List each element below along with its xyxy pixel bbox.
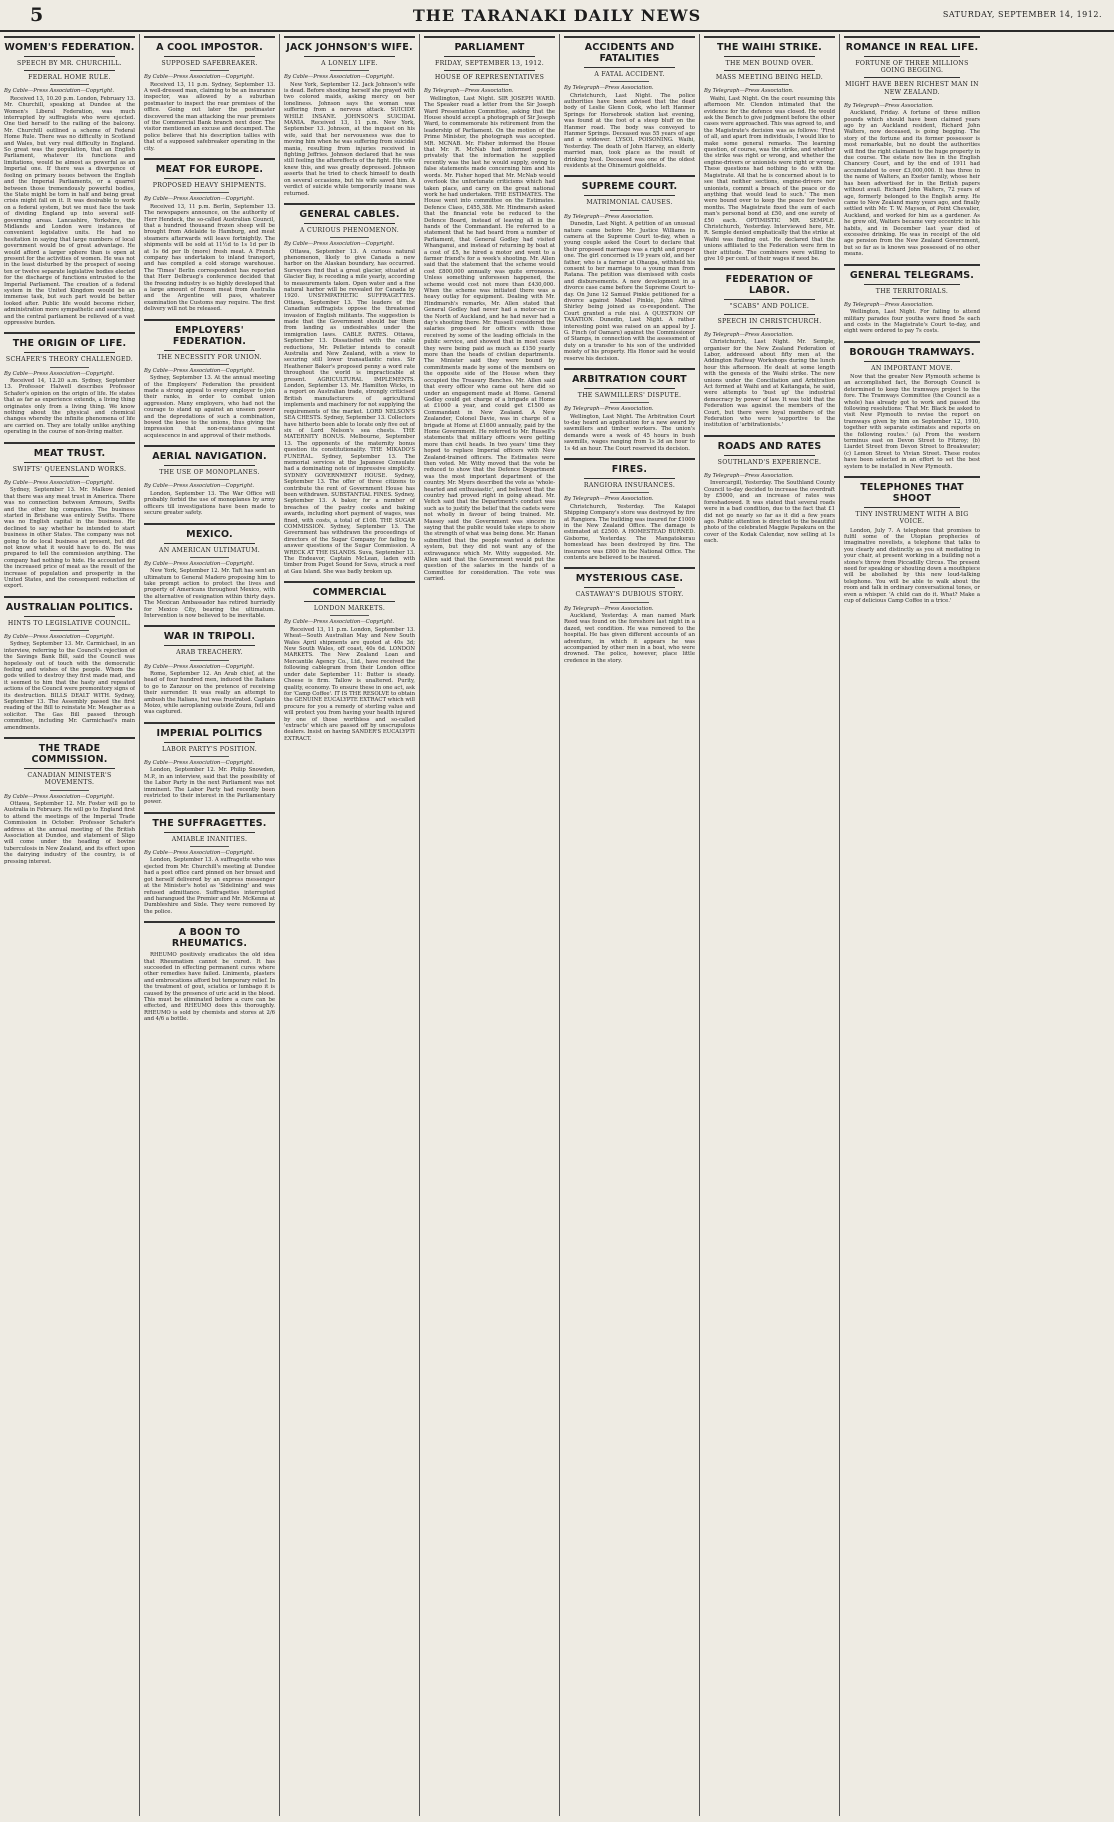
article-subheading: SOUTHLAND'S EXPERIENCE. [717,458,822,466]
article-subheading: AN IMPORTANT MOVE. [871,364,953,372]
article-byline: By Telegraph—Press Association. [704,331,794,338]
byline-rule [892,298,933,299]
headline-rule [24,352,116,353]
article [564,458,695,561]
byline-rule [190,756,229,757]
column-rule [279,34,280,1816]
article-divider [144,158,275,160]
article-byline: By Cable—Press Association—Copyright. [144,760,255,767]
byline-rule [610,210,649,211]
article [424,36,555,583]
article-body: New York, September 12. Jack Johnson's wife is dead. Before shooting herself she prayed with two colored maids, asking mercy on her loneliness. Johnson says the woman was suffering from a nervous attack. SUICIDE WHILE INSANE. JOHNSON'S SUICIDAL MANIA. Received 13, 11 p.m. New York, September 13. Johnson, at the inquest on his wife, said that her nervousness was due to moving him when he was suffering from suicidal mania, resulting from injuries received in fighting Jeffries. Johnson declared that he was still feeling the aftereffects of the fight. His wife knew this, and was greatly depressed. Johnson asserts that he tried to check himself to death on several occasions, but his wife saved him. A verdict of suicide while temporarily insane was returned. [284,81,415,197]
issue-date: SATURDAY, SEPTEMBER 14, 1912. [942,10,1102,19]
article-subheading: THE MEN BOUND OVER. [725,60,814,67]
article-body: Invercargill, Yesterday. The Southland County Council to-day decided to increase the overdraft by £5000, and an increase of rates was foreshadowed. It was stated that several roads were in a bad condition, due to the fact that £1 did not go nearly so far as it did a few years ago. Public attention is directed to the beautiful photo of the celebrated Maggie Papakura on the cover of the Kodak Calendar, now selling at 1s each. [704,480,835,545]
headline-rule [24,768,116,769]
article-byline: By Cable—Press Association—Copyright. [144,74,255,81]
headline-rule [724,314,816,315]
article-byline: By Telegraph—Press Association. [704,473,794,480]
article-body: Received 13, 11 p.m. Sydney, September 13. A well-dressed man, claiming to be an insurance inspector, was allowed by a suburban postmaster to inspect the rear premises of the office. Going out later the postmaster discovered the man attacking the rear premises of the Commercial Bank branch next door. The visitor mentioned an excuse and decamped. The police believe that his description tallies with that of a supposed safebreaker operating in the city. [144,81,275,152]
byline-rule [50,84,89,85]
column-4 [424,34,555,1816]
headline-rule [164,465,256,466]
column-rule [139,34,140,1816]
article-headline: FEDERATION OF LABOR. [725,274,814,297]
article-divider [424,36,555,38]
headline-rule [584,195,676,196]
column-rule [559,34,560,1816]
article [844,36,980,258]
article-byline: By Telegraph—Press Association. [564,213,654,220]
article-headline: MYSTERIOUS CASE. [575,573,684,585]
article-subheading: FEDERAL HOME RULE. [28,74,111,82]
article-byline: By Cable—Press Association—Copyright. [4,479,115,486]
headline-rule [864,284,959,285]
headline-rule [24,462,116,463]
headline-rule [164,543,256,544]
article-subheading: PROPOSED HEAVY SHIPMENTS. [152,182,267,190]
column-2 [144,34,275,1816]
byline-rule [190,660,229,661]
headline-rule [444,70,536,71]
headline-rule [864,507,959,508]
byline-rule [610,602,649,603]
article [144,158,275,313]
article-body: London, July 7. A telephone that promises to fulfil some of the Utopian prophecies of imaginative novelists, a telephone that talks to you clearly and distinctly as you sit mediating in your chair, at present working in a building not a stone's throw from Piccadilly Circus. The present need for speaking or shouting down a mouthpiece will be abolished by this new loud-talking telephone. You will be able to walk about the room and talk in ordinary conversational tones, or even a whisper. 'A child can do it. What? Make a cup of delicious Camp Coffee in a trice.' [844,527,980,604]
article-subheading: MIGHT HAVE BEEN RICHEST MAN IN NEW ZEALAND. [845,81,979,96]
article-body: London, September 12. Mr. Philip Snowden, M.P., in an interview, said that the possibility of the Labor Party in the next Parliament was not imminent. The Labor Party had recently been restricted to their interest in the Parliamentary power. [144,767,275,806]
article [844,476,980,604]
article-headline: FIRES. [611,464,648,476]
headline-rule [164,350,256,351]
article-headline: THE WAIHI STRIKE. [717,42,822,53]
article [144,36,275,152]
article-subheading: THE TERRITORIALS. [875,287,949,295]
byline-rule [190,364,229,365]
article-subheading: SPEECH IN CHRISTCHURCH. [717,317,822,325]
article-subheading: RANGIORA INSURANCES. [583,482,676,490]
byline-rule [610,81,649,82]
headline-rule [584,478,676,479]
article-divider [144,921,275,923]
article-subheading: A CURIOUS PHENOMENON. [299,226,400,234]
article-subheading: TINY INSTRUMENT WITH A BIG VOICE. [855,511,969,526]
article [4,332,135,435]
article-headline: THE TRADE COMMISSION. [31,743,108,766]
column-5 [564,34,695,1816]
article-headline: ROMANCE IN REAL LIFE. [845,42,979,53]
article [144,319,275,440]
byline-rule [190,192,229,193]
byline-rule [50,790,89,791]
article-body: Sydney, September 13. At the annual meeting of the Employers' Federation the president made a strong appeal to every employer to join their ranks, in order to combat union aggression. Many employers, who had not the courage to stand up against an unseen power and the depredations of such a combination, bowed the knee to the unions, thus giving the impression that non-resistance meant acquiescence in and approval of their methods. [144,375,275,439]
article-headline: SUPREME COURT. [581,181,678,193]
byline-rule [50,367,89,368]
article-divider [144,625,275,627]
headline-rule [724,299,816,300]
article-byline: By Telegraph—Press Association. [564,85,654,92]
article-byline: By Cable—Press Association—Copyright. [144,663,255,670]
article-body: Received 14, 12.20 a.m. Sydney, September 13. Professor Halwell describes Professor Schafer's opinion on the origin of life. He states that as far as experience extends, a living thing originates only from a living thing. We know nothing about the physical and chemical changes whereby the infinite phenomena of life are carried on. They are totally unlike anything operating in the course of non-living matter. [4,378,135,436]
headline-rule [304,223,396,224]
headline-rule [724,455,816,456]
article-subheading: A LONELY LIFE. [321,60,378,67]
article [4,596,135,731]
article-divider [704,268,835,270]
headline-rule [24,70,116,71]
article-subheading: FORTUNE OF THREE MILLIONS GOING BEGGING. [855,60,969,75]
article-divider [844,264,980,266]
article-headline: GENERAL TELEGRAMS. [849,269,975,281]
headline-rule [724,56,816,57]
article [144,722,275,806]
article [4,442,135,590]
article-byline: By Cable—Press Association—Copyright. [144,483,255,490]
article [704,36,835,262]
article-byline: By Cable—Press Association—Copyright. [144,560,255,567]
article [704,435,835,545]
article-byline: By Cable—Press Association—Copyright. [4,88,115,95]
column-6 [704,34,835,1816]
byline-rule [50,630,89,631]
headline-rule [24,56,116,57]
article-divider [844,341,980,343]
article-divider [564,175,695,177]
page-number: 5 [30,4,44,26]
article-subheading: AMIABLE INANITIES. [171,835,248,843]
article-body: Received 13, 11 p.m. London, September 13. Wheat—South Australian May and New South Wales April shipments are quoted at 40s 3d; New South Wales, off coast, 40s 6d. LONDON MARKETS. The New Zealand Loan and Mercantile Agency Co., Ltd., have received the following cablegram from their London office under date September 11: Butter is steady. Cheese is firm. Tallow is unaltered. Purity, quality, economy. To ensure these in one act, ask for 'Camp Coffee'. IT IS THE RESOLVE to obtain the GENUINE EUCALYPTE EXTRACT which will procure for you a remedy of sterling value and will protect you from having your health injured by one of those worthless and so-called 'extracts' which are passed off by unscrupulous dealers. Insist on having SANDER'S EUCALYPTI EXTRACT. [284,626,415,742]
byline-rule [330,70,369,71]
article [144,921,275,1022]
headline-rule [164,56,256,57]
article-divider [4,737,135,739]
article-byline: By Telegraph—Press Association. [704,88,794,95]
article [704,268,835,429]
article-subheading: CANADIAN MINISTER'S MOVEMENTS. [27,772,112,787]
article-headline: AUSTRALIAN POLITICS. [5,601,134,613]
headline-rule [164,178,256,179]
article-divider [4,442,135,444]
article [144,625,275,715]
article-divider [4,332,135,334]
column-rule [699,34,700,1816]
article-subheading: AN AMERICAN ULTIMATUM. [159,546,260,554]
article-headline: WOMEN'S FEDERATION. [4,42,135,53]
article-headline: BOROUGH TRAMWAYS. [849,346,975,358]
article [284,203,415,575]
article-subheading: A FATAL ACCIDENT. [594,71,665,78]
article-subheading: "SCABS" AND POLICE. [729,303,810,311]
article-subheading: THE SAWMILLERS' DISPUTE. [577,392,682,400]
byline-rule [190,557,229,558]
article [564,368,695,452]
article-headline: THE ORIGIN OF LIFE. [12,338,127,350]
article [564,175,695,362]
article-body: Ottawa, September 13. A curious natural phenomenon, likely to give Canada a new harbor on the Alaskan boundary, has occurred. Surveyors find that a great glacier, situated at Glacier Bay, is receding a mile yearly, according to measurements taken. Open water and a fine natural harbor will be revealed for Canada by 1920. UNSYMPATHETIC SUFFRAGETTES. Ottawa, September 13. The leaders of the Canadian suffragists oppose the threatened invasion of English militants. The suggestion is made that the Government should bar them from landing as undesirables under the immigration laws. CABLE RATES. Ottawa, September 13. Dissatisfied with the cable reductions, Mr. Pelletier intends to consult Australia and New Zealand, with a view to securing still lower transatlantic rates. Sir Heathener Baker's proposed penny a word rate throughout the world is impracticable at present. AGRICULTURAL IMPLEMENTS. London, September 13. Mr. Hamilton Wicks, in a report on Australian trade, strongly criticised British manufacturers of agricultural implements and machinery for not supplying the requirements of the market. LORD NELSON'S SEA CHESTS. Sydney, September 13. Collectors have hitherto been able to locate only five out of six of Lord Nelson's sea chests. THE MATERNITY BONUS. Melbourne, September 13. The opponents of the maternity bonus question its constitutionality. THE MIKADO'S FUNERAL. Sydney, September 13. The memorial services at the Japanese Consulate had a dominating note of impressive simplicity. SYDNEY GOVERNMENT HOUSE. Sydney, September 13. The offer of three citizens to contribute the rent of Government House has been withdrawn. SUBSTANTIAL FINES. Sydney, September 13. A baker, for a number of breaches of the pastry cooks and baking awards, including short payment of wages, was fined, with costs, a total of £108. THE SUGAR COMMISSION. Sydney, September 13. The Government has withdrawn the proceedings of directors of the Sugar Company for failing to answer questions of the Sugar Commission. A WRECK AT THE ISLANDS. Suva, September 13. The Endeavor, Captain McLean, laden with timber from Puget Sound for Suva, struck a reef at Gau Island. She was badly broken up. [284,248,415,575]
article-body: Waihi, Last Night. On the court resuming this afternoon Mr. Clendon intimated that the evidence for the defence was closed. He would ask the Bench to give judgment before the other cases were approached. This was agreed to, and the Magistrate's decision was as follows: 'First of all, and apart from individuals, I would like to make some general remarks. The learning question, of course, was the strike, and whether the strike was right or wrong, and whether the engine-drivers or unionists were right or wrong. These questions had nothing to do with the Magistrate. All that he is concerned about is to see that neither sections, engine-drivers nor unionists, commit a breach of the peace or do anything that would lead to such.' The men were bound over to keep the peace for twelve months. The Magistrate fixed the sum of each man's personal bond at £50, and one surety of £50 each. OPTIMISTIC MR. SEMPLE. Christchurch, Yesterday. Interviewed here, Mr. R. Semple denied emphatically that the strike at Waihi was finding out. He declared that the unions affiliated to the Federation were firm in their attitude. The combiners were willing to give 10 per cent. of their wages if need be. [704,95,835,262]
article [144,523,275,620]
byline-rule [750,469,789,470]
article-divider [844,36,980,38]
article-byline: By Cable—Press Association—Copyright. [144,196,255,203]
headline-rule [864,77,959,78]
article-body: Sydney, September 13. Mr. Malkow denied that there was any meat trust in America. There was no connection between Armours, Swifts and the other big companies. The business started in Brisbane was entirely Swifts. There was no English capital in the business. He declined to say whether he intended to start business in other States. The company was not going to do local business at present, but did not know what it would have to do. He was prepared to tell the commission anything. The company had nothing to hide. He accounted for the increased price of meat as the result of the increase of population and prosperity in the United States, and the consequent reduction of export. [4,487,135,590]
article-divider [284,203,415,205]
article-body: Wellington, Last Night. SIR JOSEPH WARD. The Speaker read a letter from the Sir Joseph Ward Presentation Committee, asking that the House should accept a photograph of Sir Joseph Ward, to commemorate his retirement from the leadership of Parliament. On the motion of the Prime Minister, the photograph was accepted. MR. MCNAB. Mr. Fisher informed the House that Mr. R. McNab had informed people privately that the information he supplied recently was the last he would supply, owing to false statements made concerning him and his words. Mr. Fisher hoped that Mr. McNab would overlook the unfortunate criticisms which had taken place, and carry on the great national work he had undertaken. THE ESTIMATES. The House went into committee on the Estimates. Defence Class, £455,388. Mr. Hindmarsh asked that the financial vote be reduced to the Defence Board, instead of leaving all in the hands of the Commandant. He referred to a statement that he had heard from a number of Parliament, that General Godley had visited Whanganui, and instead of returning by boat at a cost of £5, he hired a motor and went to a farmer friend's for a week's shooting. Mr. Allen said that the statement that the scheme would cost £800,000 annually was quite erroneous. Unless something unforeseen happened, the scheme would cost not more than £430,000. When the scheme was initiated there was a heavy outlay for equipment. Dealing with Mr. Hindmarsh's remarks, Mr. Allen stated that General Godley had never had a motor-car in the North of Auckland, and he had never had a day's shooting there. Mr. Russell considered the salaries proposed for officers with those received by some of the leading officials in the public service, and showed that in most cases they were being paid as much as £150 yearly more than the heads of civilian departments. The Minister said they were bound by commitments made by some of the members on the opposite side of the House when they occupied the Treasury Benches. Mr. Allen said that every officer who came out here did so under an engagement made at Home. General Godley could get charge of a brigade at Home at £1000 a year, and could get £1500 as Commandant in New Zealand. A New Zealander, Colonel Davie, was in charge of a brigade at Home at £1600 annually, paid by the Home Government. He referred to Mr. Russell's statements that military officers were getting more than civil heads. In two years' time they hoped to replace Imperial officers with New Zealand-trained officers. The Estimates were then voted. Mr. Witty moved that the vote be reduced to show that the Defence Department was the most important department of the country. Mr. Myers described the vote as 'whole-hearted and enthusiastic', and believed that the country had proved right in going ahead. Mr. Veitch said that the Department's conduct was such as to justify the belief that the cadets were not wholly in favour of being trained. Mr. Massey said the Government was sincere in saying that the public would take steps to show the strength of what was being done. Mr. Hanan submitted that the people wanted a defence system, but they did not want any of the extravagance which Mr. Witty suggested. Mr. Allen said that the Government would put the question of the salaries in the hands of a Committee for consideration. The vote was carried. [424,95,555,583]
byline-rule [190,479,229,480]
article-byline: By Cable—Press Association—Copyright. [284,619,395,626]
article-headline: COMMERCIAL [312,587,387,599]
article-headline: ACCIDENTS AND FATALITIES [584,42,675,64]
article-body: London, September 13. The War Office will probably forbid the use of monoplanes by army officers till investigations have been made to secure greater safety. [144,490,275,517]
article-subheading: SPEECH BY MR. CHURCHILL. [17,60,122,67]
byline-rule [190,70,229,71]
byline-rule [892,99,933,100]
article-divider [564,458,695,460]
article-headline: EMPLOYERS' FEDERATION. [172,324,247,347]
headline-rule [164,742,256,743]
article-byline: By Cable—Press Association—Copyright. [144,367,255,374]
article-divider [144,523,275,525]
article-body: Ottawa, September 12. Mr. Foster will go to Australia in February. He will go to England first to attend the meetings of the Imperial Trade Commission in October. Professor Schafer's address at the annual meeting of the British Association at Dundee, and statement of Sligo will come under the heading of bovine tuberculosis in New Zealand, and its effect upon the dairying industry of the country, is of pressing interest. [4,800,135,865]
article-divider [144,36,275,38]
article-divider [144,722,275,724]
byline-rule [50,476,89,477]
headline-rule [24,616,116,617]
article [844,264,980,335]
article-byline: By Cable—Press Association—Copyright. [284,241,395,248]
article-headline: IMPERIAL POLITICS [156,727,263,739]
article-subheading: MASS MEETING BEING HELD. [715,74,824,82]
article-body: Received 13, 11 p.m. Berlin, September 13. The newspapers announce, on the authority of Herr Hendeck, the so-called Australian Council, that a hundred thousand frozen sheep will be brought from Adelaide to Hamburg, and meat steamers afterwards will leave fortnightly. The shipments will be sold at 11½d to 1s 1d per lb at 1s 6d per lb (more) fresh meat. A French company has undertaken to inland transport, and has compiled a cold storage warehouse. The 'Times' Berlin correspondent has reported that Herr Delbrueg's conference decided that the freezing industry is so highly developed that a large amount of frozen meat from Australia and the Argentine will pass, whatever examination the Customs may require. The first delivery will not be released. [144,203,275,313]
article-body: Auckland, Yesterday. A man named Mark Reed was found on the foreshore last night in a dazed, wet condition. He was removed to the hospital. He has given different accounts of an adventure, in which it appears he was accompanied by other men in a boat, who were drowned. The police, however, place little credence in the story. [564,612,695,664]
headline-rule [304,56,396,57]
newspaper-title: THE TARANAKI DAILY NEWS [412,6,702,25]
article-subheading: SCHAFER'S THEORY CHALLENGED. [5,356,134,364]
article [4,737,135,865]
article-headline: THE SUFFRAGETTES. [152,817,267,829]
article-divider [704,36,835,38]
headline-rule [164,645,256,646]
article-headline: ARBITRATION COURT [572,374,687,386]
headline-rule [304,601,396,602]
byline-rule [330,615,369,616]
article-body: RHEUMO positively eradicates the old idea that Rheumatism cannot be cured. It has succeeded in effecting permanent cures where other remedies have failed. Liniments, plasters and embrocations afford but temporary relief. In the treatment of gout, sciatica or lumbago it is caused by the presence of uric acid in the blood. This must be eliminated before a cure can be effected, and RHEUMO does this thoroughly. RHEUMO is sold by chemists and stores at 2/6 and 4/6 a bottle. [144,952,275,1023]
article [284,581,415,742]
article [144,445,275,516]
article-headline: ROADS AND RATES [717,440,822,452]
article-headline: PARLIAMENT [454,42,525,53]
article-body: Christchurch, Last Night. Mr. Semple, organiser for the New Zealand Federation of Labor, addressed about fifty men at the Addington Railway Workshops during the lunch hour this afternoon. He dealt at some length with the genesis of the Waihi strike. The new unions under the Conciliation and Arbitration Act formed at Waihi and at Kaitangata, he said, were attempts to 'bust up' the industrial democracy by power of law. It was told that the Federation was against the members of the Court, but there were loyal members of the Federation who were 'supportive to the institution of 'arbitrationists.' [704,339,835,429]
article-body: Christchurch, Last Night. The police authorities have been advised that the dead body of Leslie Glenn Cook, who left Hanmer Springs for Horsebrook station last evening, was found at the foot of a steep bluff on the Hanmer road. The body was conveyed to Hanmer Springs. Deceased was 55 years of age and a widower. LYSOL POISONING. Waihi, Yesterday. The death of John Harvey, an elderly married man, took place as the result of drinking lysol. Deceased was one of the oldest residents at the Ohinemuri goldfields. [564,92,695,170]
headline-rule [864,361,959,362]
headline-rule [444,56,536,57]
article-headline: GENERAL CABLES. [299,208,400,220]
article-headline: A COOL IMPOSTOR. [156,42,263,53]
byline-rule [750,328,789,329]
column-rule [419,34,420,1816]
article-divider [704,435,835,437]
byline-rule [190,846,229,847]
article [144,812,275,915]
article-byline: By Cable—Press Association—Copyright. [4,370,115,377]
masthead [0,0,1114,32]
article-divider [564,36,695,38]
column-1 [4,34,135,1816]
byline-rule [750,84,789,85]
article-divider [144,319,275,321]
article-body: Sydney, September 13. Mr. Carmichael, in an interview, referring to the Council's rejection of the Savings Bank Bill, said the Council was hopelessly out of touch with the democratic feeling and wishes of the people. Whom the gods willed to destroy they first made mad, and it seemed to him that the hasty and repeated actions of the Council were premonitory signs of its destruction. BILLS DEALT WITH. Sydney, September 13. The Assembly passed the first reading of the Bill to reinstate Mr. Meagher as a solicitor. The Gas Bill passed through committee, including Mr. Carmichael's main amendments. [4,641,135,731]
article-body: Wellington, Last Night. For failing to attend military parades four youths were fined 5s each and costs in the Magistrate's Court to-day, and eight were ordered to pay 7s costs. [844,309,980,335]
article-headline: MEAT TRUST. [33,447,106,459]
headline-rule [584,388,676,389]
article-byline: By Cable—Press Association—Copyright. [4,634,115,641]
byline-rule [610,492,649,493]
article-subheading: SWIFTS' QUEENSLAND WORKS. [12,465,127,473]
column-7 [844,34,980,1816]
article [284,36,415,197]
byline-rule [330,237,369,238]
article-body: Auckland, Friday. A fortune of three million pounds which should have been claimed years ago by an Auckland resident, Richard John Walters, now deceased, is going begging. The story of the fortune and its former possessor is most remarkable, but no doubt the authorities will find the right claimant to the huge property in due course. The estate now lies in the English Chancery Court, and by the end of 1911 had accumulated to over £3,000,000. It has three in the name of Walters, an Exeter family, whose heir has been advertised for in the British papers without avail. Richard John Walters, 72 years of age, formerly belonged to the English army. He came to New Zealand many years ago, and finally settled with Mr. T. W. Mayson, of Point Chevalier, Auckland, and worked for him as a gardener. As he grew old, Walters became very eccentric in his habits, and in December last year died of excessive drinking. He was in receipt of the old age pension from the New Zealand Government, but so far as is known was possessed of no other means. [844,110,980,258]
article-byline: By Telegraph—Press Association. [564,496,654,503]
article-body: Christchurch, Yesterday. The Kaiapoi Shipping Company's store was destroyed by fire at Rangiora. The building was insured for £1000 in the New Zealand Office. The damage is estimated at £2500. A HOMESTEAD BURNED. Gisborne, Yesterday. The Mangatokerau homestead has been destroyed by fire. The insurance was £800 in the National Office. The contents are believed to be insured. [564,503,695,561]
article-divider [4,596,135,598]
article-subheading: LONDON MARKETS. [313,605,386,613]
article-subheading: CASTAWAY'S DUBIOUS STORY. [575,591,684,599]
article-subheading: SUPPOSED SAFEBREAKER. [161,60,258,67]
article-byline: By Telegraph—Press Association. [424,88,514,95]
headline-rule [164,832,256,833]
article-body: Rome, September 12. An Arab chief, at the head of four hundred men, induced the Italians to go to Zanzour on the pretence of receiving their surrender. It was really an attempt to ambush the Italians, but was frustrated. Captain Moizo, while aeroplaning outside Zoura, fell and was captured. [144,670,275,716]
article-byline: By Cable—Press Association—Copyright. [4,793,115,800]
article-headline: MEXICO. [186,528,233,540]
article-subheading: THE NECESSITY FOR UNION. [157,353,262,361]
article-subheading: FRIDAY, SEPTEMBER 13, 1912. [434,60,544,67]
article-divider [4,36,135,38]
headline-rule [864,56,959,57]
article-body: New York, September 12. Mr. Taft has sent an ultimatum to General Madero proposing him to take prompt action to protect the lives and property of Americans throughout Mexico, with the alternative of resignation within thirty days. The Mexican Ambassador has retired hurriedly for Mexico City, bearing the ultimatum. Intervention is now believed to be inevitable. [144,568,275,619]
article-byline: By Telegraph—Press Association. [844,102,934,109]
column-3 [284,34,415,1816]
article-divider [564,368,695,370]
article-headline: WAR IN TRIPOLI. [163,631,256,643]
article-headline: AERIAL NAVIGATION. [152,451,267,463]
article-byline: By Cable—Press Association—Copyright. [144,850,255,857]
article-byline: By Telegraph—Press Association. [564,605,654,612]
article-divider [144,812,275,814]
headline-rule [584,587,676,588]
article-body: Dunedin, Last Night. A petition of an unusual nature came before Mr. Justice Williams in camera at the Supreme Court to-day, when a young couple asked the Court to declare that their proposed marriage was a right and proper one. The girl concerned is 19 years old, and her father, who is a farmer at Ohaupa, withheld his consent to her marriage to a young man from Ratana. The petition was dismissed with costs and disbursements. A new development in a divorce case came before the Supreme Court to-day. On June 12 Samuel Pinkie petitioned for a divorce against Mabel Pinkie, John Alfred Shirley being joined as co-respondent. The Court granted a rule nisi. A QUESTION OF TAXATION. Dunedin, Last Night. A rather interesting point was raised on an appeal by J. G. Finch (of Oamaru) against the Commissioner of Stamps, in connection with the assessment of duty on a transfer to his son of the undivided moiety of his property. His Honor said he would reserve his decision. [564,221,695,362]
article-headline: JACK JOHNSON'S WIFE. [286,42,413,53]
article-byline: By Telegraph—Press Association. [564,406,654,413]
article-byline: By Telegraph—Press Association. [844,301,934,308]
headline-rule [584,67,676,68]
article-body: Now that the greater New Plymouth scheme is an accomplished fact, the Borough Council is determined to keep the tramways project to the fore. The Tramways Committee (the Council as a whole) has already got to work and passed the following resolutions: 'That Mr. Black be asked to visit New Plymouth to revise the report on tramways given by him on September 12, 1910, together with separate estimates and reports on the following routes.' (a) From the western terminus east on Devon Street to Fitzroy; (b) Liardet Street from Devon Street to Breakwater; (c) Lemon Street to Vivian Street. These routes have been selected in an effort to set the best system to be installed in New Plymouth. [844,374,980,470]
article-body: Wellington, Last Night. The Arbitration Court to-day heard an application for a new award by sawmillers and timber workers. The union's demands were a week of 45 hours in bush sawmills, wages ranging from 1s 3d an hour to 1s 4d an hour. The Court reserved its decision. [564,413,695,452]
column-rule [839,34,840,1816]
article [564,36,695,169]
article-headline: A BOON TO RHEUMATICS. [171,927,248,950]
headline-rule [724,70,816,71]
byline-rule [610,402,649,403]
article [4,36,135,326]
article-subheading: HINTS TO LEGISLATIVE COUNCIL. [7,619,132,627]
article-body: Received 13, 10.20 p.m. London, February 13. Mr. Churchill, speaking at Dundee at the Women's Liberal Federation, was much interrupted by suffragists who were ejected. One tied herself to the railing of the balcony. Mr. Churchill outlined a scheme of Federal Home Rule. There was no difficulty in Scotland and Wales, but very real difficulty in England. So great was the population, that an English Parliament, whatever its functions and limitations, would be almost as powerful as an Imperial one. If there was a divergence of feeling on primary issues between the English and the Imperial Parliaments, or a quarrel between those tremendously powerful bodies, the State might be torn in half and being great crisis might fall on it. It was desirable to work on a federal system, but we must face the task of dividing England up into several self-governing areas. Lancashire, Yorkshire, the Midlands and London were instances of convenient legislative units. He had no hesitation in saying that large numbers of local government would be of great advantage. He would afford a larger sphere than is open at present for the activities of women. He was not in the least disturbed by the prospect of seeing ten or twelve separate legislative bodies elected for the discharge of functions entrusted to the Imperial Parliament. The creation of a federal system in the United Kingdom would be an immense task, but such part would be better looked after. Public life would become richer, administration more sympathetic and searching, and the central parliament be relieved of a vast oppressive burden. [4,95,135,327]
article-subheading: MATRIMONIAL CAUSES. [586,199,673,207]
article-body: London, September 13. A suffragette who was ejected from Mr. Churchill's meeting at Dundee had a post office card pinned on her breast and got herself delivered by an express messenger at the Minister's hotel as 'Sidelining' and was refused admittance. Suffragettes interrupted and harangued the Premier and Mr. McKenna at Dumbleshire and Sixle. They were removed by the police. [144,857,275,915]
article-divider [564,567,695,569]
article-subheading: HOUSE OF REPRESENTATIVES [434,74,545,82]
article-subheading: ARAB TREACHERY. [176,649,243,657]
article-divider [284,581,415,583]
article-headline: MEAT FOR EUROPE. [155,164,264,176]
article [844,341,980,470]
article-divider [844,476,980,478]
article-divider [144,445,275,447]
article-subheading: THE USE OF MONOPLANES. [159,469,260,477]
article-headline: TELEPHONES THAT SHOOT [860,482,964,505]
article-divider [284,36,415,38]
byline-rule [470,84,509,85]
article-byline: By Cable—Press Association—Copyright. [284,74,395,81]
article [564,567,695,664]
article-subheading: LABOR PARTY'S POSITION. [161,745,258,753]
